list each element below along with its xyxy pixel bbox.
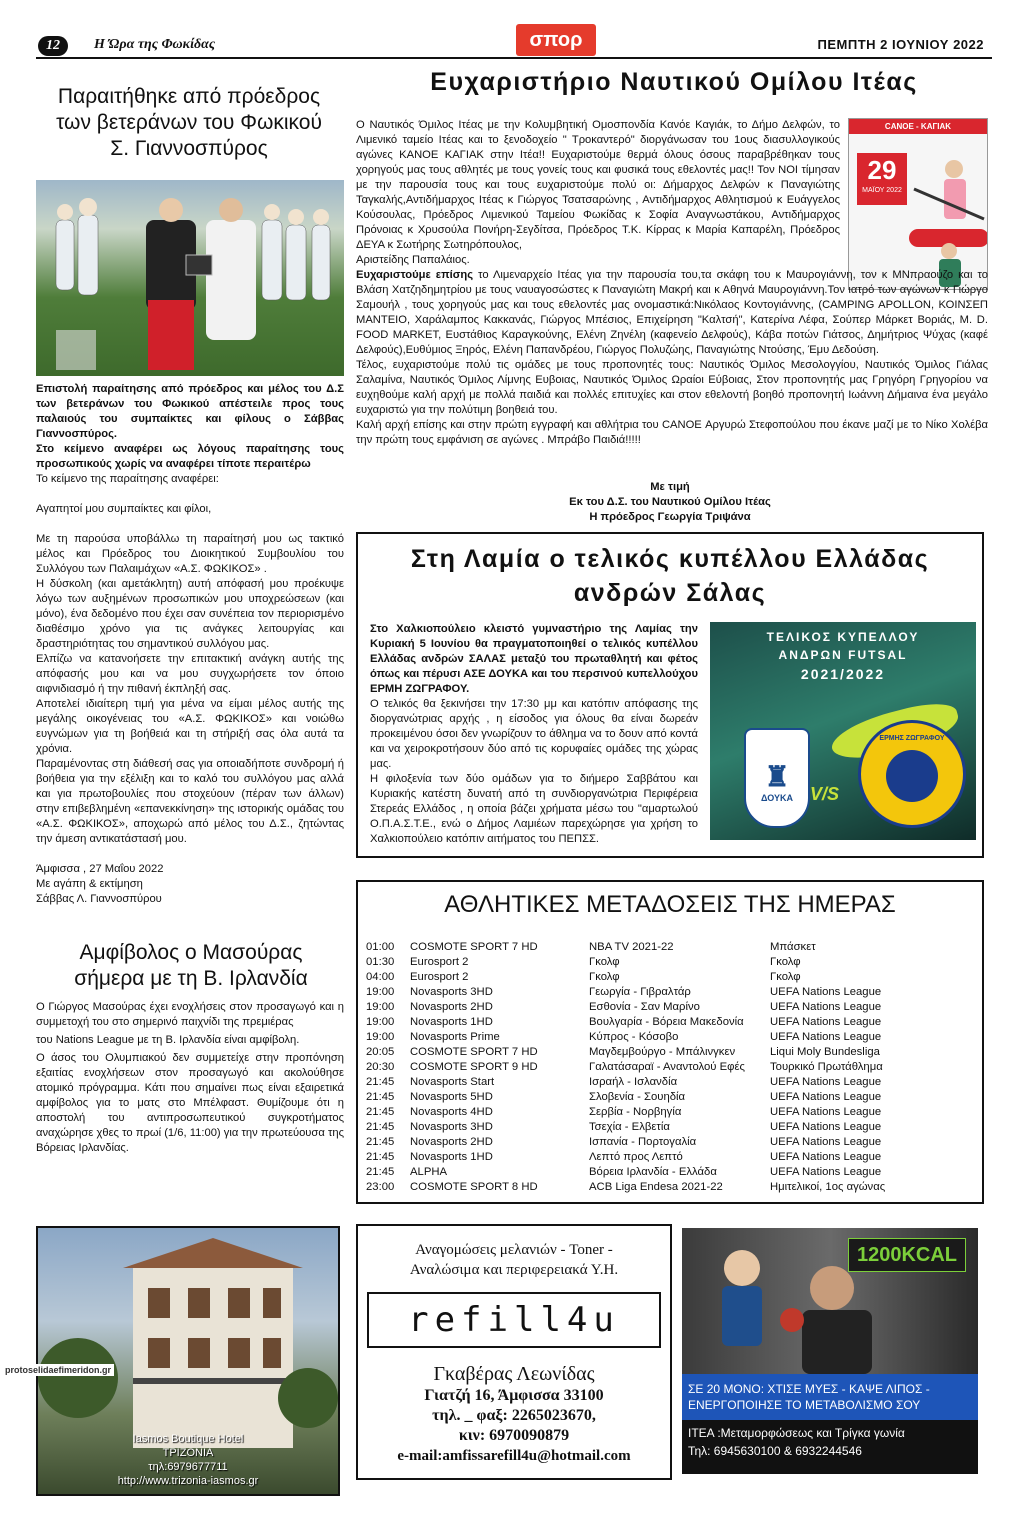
- broadcast-channel: COSMOTE SPORT 8 HD: [410, 1181, 538, 1193]
- broadcast-channel: Eurosport 2: [410, 971, 469, 983]
- broadcast-sport: UEFA Nations League: [770, 1091, 882, 1103]
- broadcast-channel: Novasports 2HD: [410, 1001, 493, 1013]
- thanks-signature: [470, 480, 870, 525]
- cup-paragraph: Στο Χαλκιοπούλειο κλειστό γυμναστήριο της Λαμίας την Κυριακή 5 Ιουνίου θα πραγματοποιηθεί ο τελικός κυπέλλου Ελλάδας ανδρών ΣΑΛΑΣ μεταξύ του πρωταθλητή και φέτος όπως και πέρυσι ΑΣΕ ΔΟΥΚΑ και του περσινού κυπελλούχου ΕΡΜΗ ΖΩΓΡΑΦΟΥ.: [370, 623, 698, 695]
- broadcast-sport: UEFA Nations League: [770, 1136, 882, 1148]
- masouras-paragraph: του Nations League με τη Β. Ιρλανδία είναι αμφίβολη.: [36, 1034, 300, 1046]
- broadcast-time: 21:45: [366, 1166, 395, 1178]
- issue-date: ΠΕΜΠΤΗ 2 ΙΟΥΝΙΟΥ 2022: [817, 37, 984, 52]
- canoe-poster-day: 29: [867, 155, 897, 185]
- broadcast-event: Κύπρος - Κόσοβο: [589, 1031, 679, 1043]
- cup-paragraph: Ο τελικός θα ξεκινήσει την 17:30 μμ και κατόπιν απόφασης της διοργανώτριας αρχής , η είσοδος για όλους θα είναι δωρεάν προκειμένου όσοι δεν γνωρίζουν το άθλημα να το δουν από κοντά και να χειροκροτήσουν δύο από τις κορυφαίες ομάδες της χώρας μας.: [370, 698, 698, 770]
- thanks-body-top: [356, 118, 840, 268]
- refill-address: Γιατζή 16, Άμφισσα 33100: [424, 1387, 604, 1404]
- thanks-paragraph: Αριστείδης Παπαλάιος.: [356, 254, 470, 266]
- page-number: 12: [38, 36, 68, 56]
- broadcast-channel: COSMOTE SPORT 7 HD: [410, 1046, 538, 1058]
- broadcast-time: 20:05: [366, 1046, 395, 1058]
- broadcast-event: Ισπανία - Πορτογαλία: [589, 1136, 697, 1148]
- broadcast-row: [366, 1045, 974, 1060]
- thanks-sign-2: Εκ του Δ.Σ. του Ναυτικού Ομίλου Ιτέας: [569, 496, 771, 508]
- resignation-sign-name: Σάββας Λ. Γιαννοσπύρου: [36, 893, 162, 905]
- resignation-sign-place: Άμφισσα , 27 Μαΐου 2022: [36, 863, 164, 875]
- gym-badge: 1200KCAL: [848, 1238, 966, 1272]
- broadcast-event: Τσεχία - Ελβετία: [589, 1121, 670, 1133]
- broadcast-time: 19:00: [366, 1016, 395, 1028]
- thanks-paragraph: Καλή αρχή επίσης και στην πρώτη εγγραφή και αθλήτρια του CANOE Αργυρώ Στεφοπούλου που έκανε μαζί με το Νίκο Χολέβα την πρώτη τους εμφάνιση σε αγώνες . Μπράβο Παιδιά!!!!!: [356, 419, 988, 446]
- douka-crest: [744, 728, 810, 828]
- broadcast-channel: Novasports 3HD: [410, 1121, 493, 1133]
- broadcast-event: Σλοβενία - Σουηδία: [589, 1091, 686, 1103]
- broadcast-row: [366, 1030, 974, 1045]
- broadcast-sport: Γκολφ: [770, 956, 801, 968]
- broadcast-event: Γαλατάσαραϊ - Αναντολού Εφές: [589, 1061, 745, 1073]
- broadcast-event: Γκολφ: [589, 956, 620, 968]
- broadcast-time: 19:00: [366, 1031, 395, 1043]
- veterans-photo: [36, 180, 344, 376]
- gym-phone: Τηλ: 6945630100 & 6932244546: [688, 1444, 862, 1458]
- broadcast-row: [366, 1000, 974, 1015]
- hotel-place: ΤΡΙΖΟΝΙΑ: [162, 1447, 214, 1459]
- thanks-bold: Ευχαριστούμε επίσης: [356, 269, 474, 281]
- broadcast-sport: Γκολφ: [770, 971, 801, 983]
- broadcast-row: [366, 1105, 974, 1120]
- canoe-poster: [848, 118, 988, 290]
- broadcast-row: [366, 1150, 974, 1165]
- broadcast-row: [366, 1075, 974, 1090]
- broadcast-channel: Novasports Start: [410, 1076, 495, 1088]
- broadcast-channel: Novasports Prime: [410, 1031, 500, 1043]
- douka-crest-icon: ♜: [764, 761, 790, 792]
- cup-paragraph: Η φιλοξενία των δύο ομάδων για το διήμερο Σαββάτου και Κυριακής κατέστη δυνατή από τη συνδιοργανώτρια Περιφέρεια Στερεάς Ελλάδος , η οποία βάζει χρήματα μέσω του "αμαρτωλού Ο.Π.Α.Σ.Τ.Ε., ενώ ο Δήμος Λαμιέων παρεχώρησε για χρήση το Χαλκιοπούλειο κατόπιν αιτήματος του ΠΕΠΣΣ.: [370, 773, 698, 845]
- broadcast-time: 21:45: [366, 1136, 395, 1148]
- broadcast-channel: Novasports 1HD: [410, 1016, 493, 1028]
- resignation-lead: Επιστολή παραίτησης από πρόεδρος και μέλος του Δ.Σ των βετεράνων του Φωκικού απέστειλε προς τους παλαιούς του συμπαίκτες και φίλους ο Σάββας Γιαννοσπύρος.: [36, 383, 344, 440]
- broadcast-event: Μαγδεμβούργο - Μπάλινγκεν: [589, 1046, 736, 1058]
- broadcast-row: [366, 955, 974, 970]
- broadcast-event: Σερβία - Νορβηγία: [589, 1106, 682, 1118]
- broadcast-row: [366, 985, 974, 1000]
- resignation-paragraph: Με τη παρούσα υποβάλλω τη παραίτησή μου ως τακτικό μέλος και Πρόεδρος του Διοικητικού Συμβουλίου του Συλλόγου των Παλαιμάχων «Α.Σ. ΦΩΚΙΚΟΣ» .: [36, 533, 344, 575]
- broadcast-channel: Novasports 4HD: [410, 1106, 493, 1118]
- broadcast-channel: Novasports 1HD: [410, 1151, 493, 1163]
- refill-logo: refill4u: [367, 1292, 661, 1348]
- futsal-poster: [710, 622, 976, 840]
- hotel-ad-text: [38, 1432, 338, 1488]
- resignation-title: Παραιτήθηκε από πρόεδρος των βετεράνων του Φωκικού Σ. Γιαννοσπύρος: [56, 85, 322, 160]
- douka-crest-name: ΔΟΥΚΑ: [761, 793, 793, 803]
- resignation-paragraph: Αποτελεί ιδιαίτερη τιμή για μένα να είμαι μέλος αυτής της μεγάλης οικογένειας του «Α.Σ. ΦΩΚΙΚΟΣ» και νοιώθω ευγνώμων για τη βοήθειά και τη στήριξή σας όλα αυτά τα χρόνια.: [36, 698, 344, 755]
- hotel-web: http://www.trizonia-iasmos.gr: [117, 1475, 259, 1487]
- broadcast-event: Εσθονία - Σαν Μαρίνο: [589, 1001, 700, 1013]
- broadcast-sport: Liqui Moly Bundesliga: [770, 1046, 880, 1058]
- thanks-sign-3: Η πρόεδρος Γεωργία Τριψάνα: [589, 511, 751, 523]
- resignation-paragraph: Η δύσκολη (και αμετάκλητη) αυτή απόφασή μου προέκυψε λόγω των αυξημένων προσωπικών μου υποχρεώσεων (και μόνο), ένα δεδομένο που έχει σαν συνέπεια τον περιορισμένο διαθέσιμο χρόνο για τις ανάγκες λειτουργίας και δραστηριότητας του σημαντικού συλλόγου μας.: [36, 578, 344, 650]
- broadcast-sport: Ημιτελικοί, 1ος αγώνας: [770, 1181, 886, 1193]
- hotel-name: Iasmos Boutique Hotel: [132, 1433, 244, 1445]
- broadcast-time: 21:45: [366, 1091, 395, 1103]
- broadcast-row: [366, 940, 974, 955]
- refill-line2: Αναλώσιμα και περιφερειακά Υ.Η.: [409, 1262, 619, 1278]
- broadcast-channel: Novasports 3HD: [410, 986, 493, 998]
- broadcast-sport: UEFA Nations League: [770, 1016, 882, 1028]
- resignation-intro: Το κείμενο της παραίτησης αναφέρει:: [36, 473, 219, 485]
- broadcast-time: 04:00: [366, 971, 395, 983]
- resignation-paragraph: Ελπίζω να κατανοήσετε την επιτακτική ανάγκη αυτής της απόφασής μου και να μου συγχωρήσετε τον όποιο αιφνιδιασμό ή την πιθανή έκπληξή σας.: [36, 653, 344, 695]
- broadcast-row: [366, 1180, 974, 1195]
- futsal-poster-line3: 2021/2022: [800, 666, 886, 682]
- broadcast-row: [366, 1135, 974, 1150]
- broadcast-channel: Novasports 5HD: [410, 1091, 493, 1103]
- broadcast-sport: UEFA Nations League: [770, 1001, 882, 1013]
- hotel-ad: [36, 1226, 340, 1496]
- masouras-paragraph: Ο άσος του Ολυμπιακού δεν συμμετείχε στην προπόνηση εξαιτίας ενοχλήσεων στον προσαγωγό και ακολούθησε ατομικό πρόγραμμα. Κάτι που σημαίνει πως είναι εξαιρετικά αμφίβολος για το ματς στο Μπέλφαστ. Θυμίζουμε ότι η αποστολή του αντιπροσωπευτικού συγκροτήματος αναχώρησε χθες το πρωί (1/6, 11:00) για την πρωτεύουσα της Βόρειας Ιρλανδίας.: [36, 1052, 344, 1154]
- broadcast-event: Γκολφ: [589, 971, 620, 983]
- broadcast-sport: UEFA Nations League: [770, 986, 882, 998]
- ermis-crest-name: ΕΡΜΗΣ ΖΩΓΡΑΦΟΥ: [879, 735, 945, 742]
- broadcast-time: 23:00: [366, 1181, 395, 1193]
- header-rule: [36, 57, 992, 59]
- resignation-sign-regards: Με αγάπη & εκτίμηση: [36, 878, 143, 890]
- broadcast-channel: COSMOTE SPORT 9 HD: [410, 1061, 538, 1073]
- refill-phone: τηλ. _ φαξ: 2265023670,: [432, 1407, 596, 1424]
- broadcast-time: 21:45: [366, 1106, 395, 1118]
- thanks-sign-1: Με τιμή: [650, 481, 690, 493]
- gym-ad: [682, 1228, 978, 1474]
- refill-mobile: κιν: 6970090879: [458, 1427, 570, 1444]
- resignation-body: [36, 382, 344, 907]
- broadcast-time: 21:45: [366, 1151, 395, 1163]
- resignation-greeting: Αγαπητοί μου συμπαίκτες και φίλοι,: [36, 503, 212, 515]
- resignation-paragraph: Παραμένοντας στη διάθεσή σας για οποιαδήποτε συνδρομή ή βοήθεια για την εξέλιξη και το καλό του συλλόγου μας αλλά και για πρωτοβουλίες που στοχεύουν (πέραν των άλλων) στην επιβεβλημένη «επανεκκίνηση» της ιστορικής ομάδας του «Α.Σ. ΦΩΚΙΚΟΣ», αποχωρώ από μέλος του Δ.Σ., ζητώντας την άμεση αντικατάστασή μου.: [36, 758, 344, 845]
- hotel-phone: τηλ:6979677711: [148, 1461, 228, 1473]
- broadcast-event: Ισραήλ - Ισλανδία: [589, 1076, 678, 1088]
- canoe-poster-date: [857, 153, 907, 205]
- ermis-crest: [858, 720, 966, 828]
- broadcast-event: Λεπτό προς Λεπτό: [589, 1151, 683, 1163]
- broadcast-sport: UEFA Nations League: [770, 1106, 882, 1118]
- masouras-paragraph: Ο Γιώργος Μασούρας έχει ενοχλήσεις στον προσαγωγό και η συμμετοχή του στο σημερινό παιχνίδι της πρεμιέρας: [36, 1001, 344, 1028]
- refill-ad: [356, 1224, 672, 1480]
- watermark: protoselidaefimeridon.gr: [2, 1364, 114, 1376]
- broadcast-row: [366, 970, 974, 985]
- broadcast-time: 01:00: [366, 941, 395, 953]
- broadcast-row: [366, 1165, 974, 1180]
- broadcast-channel: COSMOTE SPORT 7 HD: [410, 941, 538, 953]
- veterans-photo-image: [36, 180, 344, 376]
- canoe-poster-month: ΜΑΪΟΥ 2022: [862, 187, 902, 194]
- gym-slogan: ΣΕ 20 ΜΟΝΟ: ΧΤΙΣΕ ΜΥΕΣ - ΚΑΨΕ ΛΙΠΟΣ - ΕΝΕΡΓΟΠΟΙΗΣΕ ΤΟ ΜΕΤΑΒΟΛΙΣΜΟ ΣΟΥ: [682, 1374, 978, 1420]
- broadcasts-table: [366, 940, 974, 1195]
- futsal-poster-line2: ΑΝΔΡΩΝ FUTSAL: [778, 648, 908, 662]
- broadcast-channel: Eurosport 2: [410, 956, 469, 968]
- broadcast-time: 20:30: [366, 1061, 395, 1073]
- broadcast-time: 21:45: [366, 1076, 395, 1088]
- broadcast-event: ACB Liga Endesa 2021-22: [589, 1181, 723, 1193]
- thanks-paragraph: Τέλος, ευχαριστούμε πολύ τις ομάδες με τους προπονητές τους: Ναυτικός Όμιλος Μεσολογγίου, Ναυτικός Όμιλος Γιάλας Σαλαμίνα, Ναυτικός Όμιλος Λίμνης Ευβοιας, Ναυτικός Όμιλος Ωραίοι Εύβοιας, Στον προπονητής μας Γρηγόρη Γρηγορίου να ευχηθούμε καλή αρχή με πολλά παιδιά και πολλές επιτυχίες και στον εθελοντή βοηθό προπονητή Ιωάννη Δήμαινα ένα μεγάλο ευχαριστώ για την πολύτιμη βοηθειά του.: [356, 359, 988, 416]
- cup-body: [370, 622, 698, 847]
- broadcast-sport: UEFA Nations League: [770, 1076, 882, 1088]
- broadcast-row: [366, 1090, 974, 1105]
- masouras-title: Αμφίβολος ο Μασούρας σήμερα με τη Β. Ιρλανδία: [74, 941, 308, 990]
- broadcast-event: NBA TV 2021-22: [589, 941, 674, 953]
- refill-line1: Αναγομώσεις μελανιών - Toner -: [415, 1242, 613, 1258]
- broadcast-time: 01:30: [366, 956, 395, 968]
- cup-title: Στη Λαμία ο τελικός κυπέλλου Ελλάδας ανδρών Σάλας: [410, 545, 930, 607]
- ermis-crest-head-icon: [886, 750, 938, 802]
- thanks-body: [356, 268, 988, 448]
- broadcast-event: Βουλγαρία - Βόρεια Μακεδονία: [589, 1016, 744, 1028]
- broadcast-channel: ALPHA: [410, 1166, 448, 1178]
- paper-name: Η Ώρα της Φωκίδας: [94, 37, 216, 52]
- broadcast-row: [366, 1060, 974, 1075]
- broadcast-event: Γεωργία - Γιβραλτάρ: [589, 986, 691, 998]
- broadcast-channel: Novasports 2HD: [410, 1136, 493, 1148]
- thanks-text: το Λιμεναρχείο Ιτέας για την παρουσία του,τα σκάφη του κ Μαυρογιάννη, τον κ ΜΝπραούζο και το Βλάση Χατζηδημητρίου με τους ναυαγοσώστες κ Παναγιώτη Μακρή και κ Αθηνά Μαυρογιάννη.Τον ιατρό των αγώνων κ Γιώργο Σαμουήλ , τους χορηγούς μας και τους εθελοντές μας ονομαστικά:Νικόλαος Κοντογιάννης, (CAMPING APOLLON, ΚΟΙΝΣΕΠ ΜΑΝΤΕΙΟ, Χαράλαμπος Κακκανάς, Γιώργος Μπέσιος, Επιχείρηση "Καλτσή", Κατερίνα Λέφα, Σούπερ Μάρκετ Βοριάς, M. D. FOOD MARKET, Ευστάθιος Καραγκούνης, Ελένη Ζηνέλη (καφενείο Δελφούς), Κάβα ποτών Γιάτσος, Δημήτριος Ψύχας (καφέ Δελφούς),Ευθύμιος Ξηρός, Ελένη Παπανδρέου, Γιώργος Πολυζώης, Παναγιώτης Ντούσης, Έμυ Δεδούση.: [356, 269, 988, 356]
- broadcast-time: 19:00: [366, 986, 395, 998]
- futsal-poster-line1: ΤΕΛΙΚΟΣ ΚΥΠΕΛΛΟΥ: [766, 630, 920, 644]
- thanks-paragraph: [356, 268, 988, 358]
- refill-email: e-mail:amfissarefill4u@hotmail.com: [397, 1448, 631, 1464]
- broadcast-sport: Μπάσκετ: [770, 941, 816, 953]
- broadcast-sport: UEFA Nations League: [770, 1166, 882, 1178]
- refill-name: Γκαβέρας Λεωνίδας: [433, 1363, 595, 1385]
- gym-address: ΙΤΕΑ :Μεταμορφώσεως και Τρίγκα γωνία: [688, 1426, 905, 1440]
- resignation-lead-2: Στο κείμενο αναφέρει ως λόγους παραίτησης τους προσωπικούς χωρίς να αναφέρει τίποτε περαιτέρω: [36, 443, 344, 470]
- broadcast-time: 21:45: [366, 1121, 395, 1133]
- broadcast-sport: UEFA Nations League: [770, 1121, 882, 1133]
- section-label: σπορ: [516, 24, 596, 56]
- futsal-vs: V/S: [810, 784, 840, 804]
- broadcast-sport: UEFA Nations League: [770, 1151, 882, 1163]
- broadcasts-title: ΑΘΛΗΤΙΚΕΣ ΜΕΤΑΔΟΣΕΙΣ ΤΗΣ ΗΜΕΡΑΣ: [444, 891, 896, 918]
- canoe-poster-title: CANOE - ΚΑΓΙΑΚ: [849, 119, 987, 134]
- broadcast-row: [366, 1015, 974, 1030]
- broadcast-time: 19:00: [366, 1001, 395, 1013]
- broadcast-sport: UEFA Nations League: [770, 1031, 882, 1043]
- broadcast-row: [366, 1120, 974, 1135]
- broadcast-sport: Τουρκικό Πρωτάθλημα: [770, 1061, 883, 1073]
- thanks-title: Ευχαριστήριο Ναυτικού Ομίλου Ιτέας: [430, 68, 918, 96]
- thanks-paragraph: Ο Ναυτικός Όμιλος Ιτέας με την Κολυμβητική Ομοσπονδία Κανόε Καγιάκ, το Δήμο Δελφών, το Λιμενικό ταμείο Ιτέας και το ξενοδοχείο " Τροκαντερό" διοργάνωσαν του 1ους διασυλλογικούς αγώνες ΚΑΝΟΕ ΚΑΓΙΑΚ στην Ιτέα!! Ευχαριστούμε θερμά όλους όσους παραβρέθηκαν τους χορηγούς μας τους αθλητές με τους γονείς τους και φυσικά τους εθελοντές μας!! Τον ΝΟΙ τίμησαν με την παρουσία τους και τους ευχαριστούμε πολύ οι: Δήμαρχος Δελφών κ Παναγιώτης Ταγκαλής,Αντιδήμαρχος Ιτέας κ Γιώργος Τσατσαρώνης , Αντιδήμαρχος Αθλητισμού κ Ευάγγελος Κούσουλας, Πρόεδρος Λιμενικού Ταμείου Φωκίδας κ Σοφία Αναγνωστάκου, Αντιδήμαρχος Πρόνοιας κ Χρυσούλα Πονήρη-Σεγδίτσα, Πρόεδρος Τ.Κ. Κίρρας κ Μαρία Καπαρέλη, Πρόεδρος ΔΕΥΑ κ Σωτήρης Σωτηρόπουλος,: [356, 119, 840, 251]
- broadcast-event: Βόρεια Ιρλανδία - Ελλάδα: [589, 1166, 717, 1178]
- masouras-body: [36, 1000, 344, 1156]
